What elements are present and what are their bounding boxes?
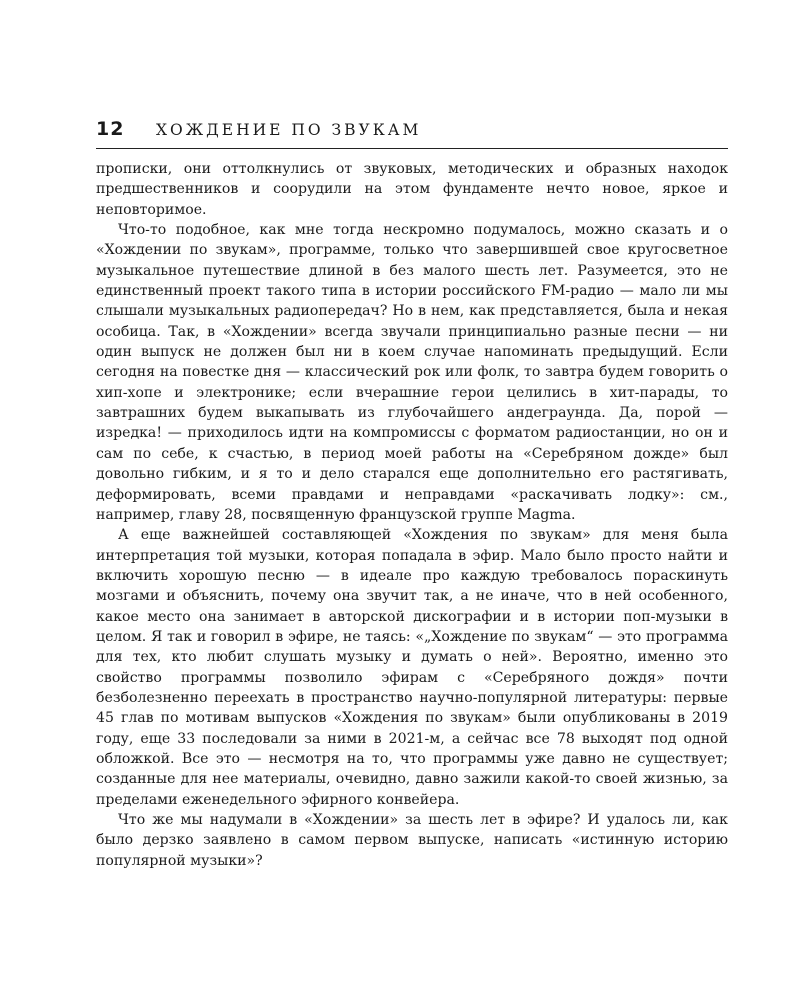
book-title: ХОЖДЕНИЕ ПО ЗВУКАМ (156, 121, 422, 139)
paragraph-continued: прописки, они оттолкнулись от звуковых, методических и образных находок предшественников и соорудили на этом фундаменте нечто новое, яркое и неповторимое. (96, 161, 728, 218)
book-page (96, 118, 728, 871)
page-number: 12 (96, 118, 125, 140)
paragraph: Что-то подобное, как мне тогда нескромно подумалось, можно сказать и о «Хождении по звукам», программе, только что завершившей свое кругосветное музыкальное путешествие длиной в без малого шесть лет. Разумеется, это не единственный проект такого типа в истории российского FM-радио — мало ли мы слышали музыкальных радиопередач? Но в нем, как представляется, была и некая особица. Так, в «Хождении» всегда звучали принципиально разные песни — ни один выпуск не должен был ни в коем случае напоминать предыдущий. Если сегодня на повестке дня — классический рок или фолк, то завтра будем говорить о хип-хопе и электронике; если вчерашние герои целились в хит-парады, то завтрашних будем выкапывать из глубочайшего андеграунда. Да, порой — изредка! — приходилось идти на компромиссы с форматом радиостанции, но он и сам по себе, к счастью, в период моей работы на «Серебряном дожде» был довольно гибким, и я то и дело старался еще дополнительно его растягивать, деформировать, всеми правдами и неправдами «раскачивать лодку»: см., например, главу 28, посвященную французской группе Magma. (96, 222, 728, 523)
paragraph: А еще важнейшей составляющей «Хождения по звукам» для меня была интерпретация той музыки, которая попадала в эфир. Мало было просто найти и включить хорошую песню — в идеале про каждую требовалось пораскинуть мозгами и объяснить, почему она звучит так, а не иначе, что в ней особенного, какое место она занимает в авторской дискографии и в истории поп-музыки в целом. Я так и говорил в эфире, не таясь: «„Хождение по звукам“ — это программа для тех, кто любит слушать музыку и думать о ней». Вероятно, именно это свойство программы позволило эфирам с «Серебряного дождя» почти безболезненно переехать в пространство научно-популярной литературы: первые 45 глав по мотивам выпусков «Хождения по звукам» были опубликованы в 2019 году, еще 33 последовали за ними в 2021-м, а сейчас все 78 выходят под одной обложкой. Все это — несмотря на то, что программы уже давно не существует; созданные для нее материалы, очевидно, давно зажили какой-то своей жизнью, за пределами еженедельного эфирного конвейера. (96, 527, 728, 808)
running-header (96, 118, 728, 149)
paragraph: Что же мы надумали в «Хождении» за шесть лет в эфире? И удалось ли, как было дерзко заявлено в самом первом выпуске, написать «истинную историю популярной музыки»? (96, 812, 728, 869)
body-text (96, 159, 728, 871)
